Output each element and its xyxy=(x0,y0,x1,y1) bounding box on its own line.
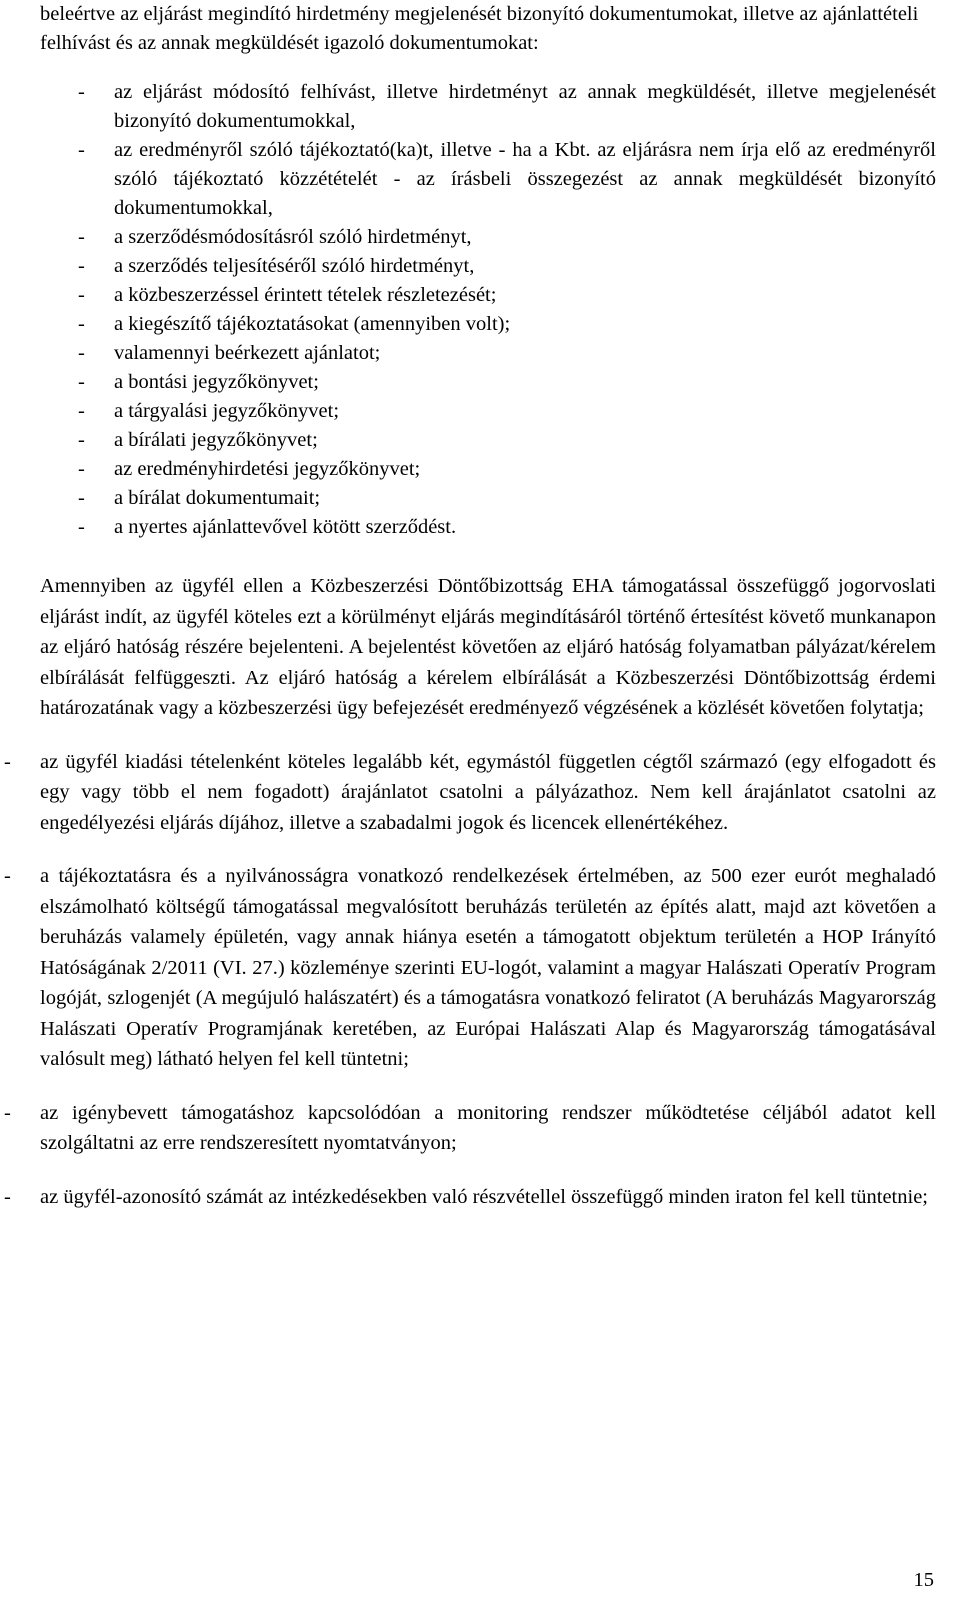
dash-bullet: - xyxy=(78,458,85,480)
list-item-text: a kiegészítő tájékoztatásokat (amennyiben volt); xyxy=(114,313,511,335)
body-paragraph: Amennyiben az ügyfél ellen a Közbeszerzési Döntőbizottság EHA támogatással összefüggő jogorvoslati eljárást indít, az ügyfél köteles ezt a körülményt eljárás megindításáról történő értesítést követő munkanapon az eljáró hatóság részére bejelenteni. A bejelentést követően az eljáró hatóság folyamatban pályázat/kérelem elbírálását felfüggeszti. Az eljáró hatóság a kérelem elbírálását a Közbeszerzési Döntőbizottság érdemi határozatának vagy a közbeszerzési ügy befejezését eredményező végzésének a közlését követően folytatja; xyxy=(40,575,936,719)
list-item xyxy=(0,1182,936,1213)
list-item xyxy=(40,426,936,455)
list-item-text: az eredményhirdetési jegyzőkönyvet; xyxy=(114,458,421,480)
dash-bullet: - xyxy=(78,81,85,103)
dash-bullet: - xyxy=(78,313,85,335)
dash-bullet: - xyxy=(78,400,85,422)
list-item xyxy=(40,397,936,426)
dash-bullet: - xyxy=(78,255,85,277)
list-item xyxy=(40,310,936,339)
list-item-text: a tárgyalási jegyzőkönyvet; xyxy=(114,400,340,422)
page-number: 15 xyxy=(913,1569,934,1591)
list-item-text: az ügyfél kiadási tételenként köteles legalább két, egymástól független cégtől származó (egy elfogadott és egy vagy több el nem fogadott) árajánlatot csatolni a pályázathoz. Nem kell árajánlatot csatolni az engedélyezési eljárás díjához, illetve a szabadalmi jogok és licencek ellenértékéhez. xyxy=(40,750,936,834)
list-item-text: az eljárást módosító felhívást, illetve hirdetményt az annak megküldését, illetve megjelenését bizonyító dokumentumokkal, xyxy=(114,81,936,132)
document-page xyxy=(4,0,936,1212)
dash-bullet: - xyxy=(78,516,85,538)
list-item-text: az igénybevett támogatáshoz kapcsolódóan a monitoring rendszer működtetése céljából adatot kell szolgáltatni az erre rendszeresített nyomtatványon; xyxy=(40,1101,936,1154)
dash-bullet: - xyxy=(78,139,85,161)
list-item-text: a bírálati jegyzőkönyvet; xyxy=(114,429,318,451)
dash-bullet: - xyxy=(78,371,85,393)
list-item xyxy=(40,252,936,281)
list-item-text: a szerződésmódosításról szóló hirdetményt, xyxy=(114,226,472,248)
list-item-text: a tájékoztatásra és a nyilvánosságra vonatkozó rendelkezések értelmében, az 500 ezer eurót meghaladó elszámolható költségű támogatással megvalósított beruházás területén az építés alatt, majd azt követően a beruházás valamely épületén, vagy annak hiánya esetén a támogatott objektum területén a HOP Irányító Hatóságának 2/2011 (VI. 27.) közleménye szerinti EU-logót, valamint a magyar Halászati Operatív Program logóját, szlogenjét (A megújuló halászatért) és a támogatásra vonatkozó feliratot (A beruházás Magyarország Halászati Operatív Programjának keretében, az Európai Halászati Alap és Magyarország támogatásával valósult meg) látható helyen fel kell tüntetni; xyxy=(40,865,936,1070)
list-item xyxy=(40,223,936,252)
list-item-text: az ügyfél-azonosító számát az intézkedésekben való részvétellel összefüggő minden iraton fel kell tüntetnie; xyxy=(40,1185,928,1208)
list-item-text: az eredményről szóló tájékoztató(ka)t, illetve - ha a Kbt. az eljárásra nem írja elő az eredményről szóló tájékoztató közzétételét - az írásbeli összegezést az annak megküldését bizonyító dokumentumokkal, xyxy=(114,139,936,219)
list-item xyxy=(40,281,936,310)
dash-bullet: - xyxy=(78,226,85,248)
list-item xyxy=(40,368,936,397)
dash-bullet: - xyxy=(4,1101,11,1124)
obligations-list xyxy=(4,747,936,1213)
list-item-text: a közbeszerzéssel érintett tételek részletezését; xyxy=(114,284,497,306)
list-item xyxy=(0,861,936,1075)
dash-bullet: - xyxy=(78,487,85,509)
list-item-text: a szerződés teljesítéséről szóló hirdetményt, xyxy=(114,255,475,277)
list-item xyxy=(40,339,936,368)
list-item-text: a bírálat dokumentumait; xyxy=(114,487,321,509)
dash-bullet: - xyxy=(78,284,85,306)
dash-bullet: - xyxy=(4,750,11,773)
list-item xyxy=(0,1098,936,1159)
intro-text: beleértve az eljárást megindító hirdetmény megjelenését bizonyító dokumentumokat, illetve az ajánlattételi felhívást és az annak megküldését igazoló dokumentumokat: xyxy=(40,3,919,54)
dash-bullet: - xyxy=(78,429,85,451)
list-item xyxy=(40,484,936,513)
dash-bullet: - xyxy=(4,865,11,887)
required-documents-list xyxy=(40,78,936,542)
list-item-text: a bontási jegyzőkönyvet; xyxy=(114,371,319,393)
list-item xyxy=(40,136,936,223)
dash-bullet: - xyxy=(78,342,85,364)
list-item-text: valamennyi beérkezett ajánlatot; xyxy=(114,342,381,364)
list-item xyxy=(40,455,936,484)
list-item-text: a nyertes ajánlattevővel kötött szerződést. xyxy=(114,516,457,538)
list-item xyxy=(40,78,936,136)
list-item xyxy=(40,513,936,542)
list-item xyxy=(0,747,936,839)
dash-bullet: - xyxy=(4,1185,11,1208)
